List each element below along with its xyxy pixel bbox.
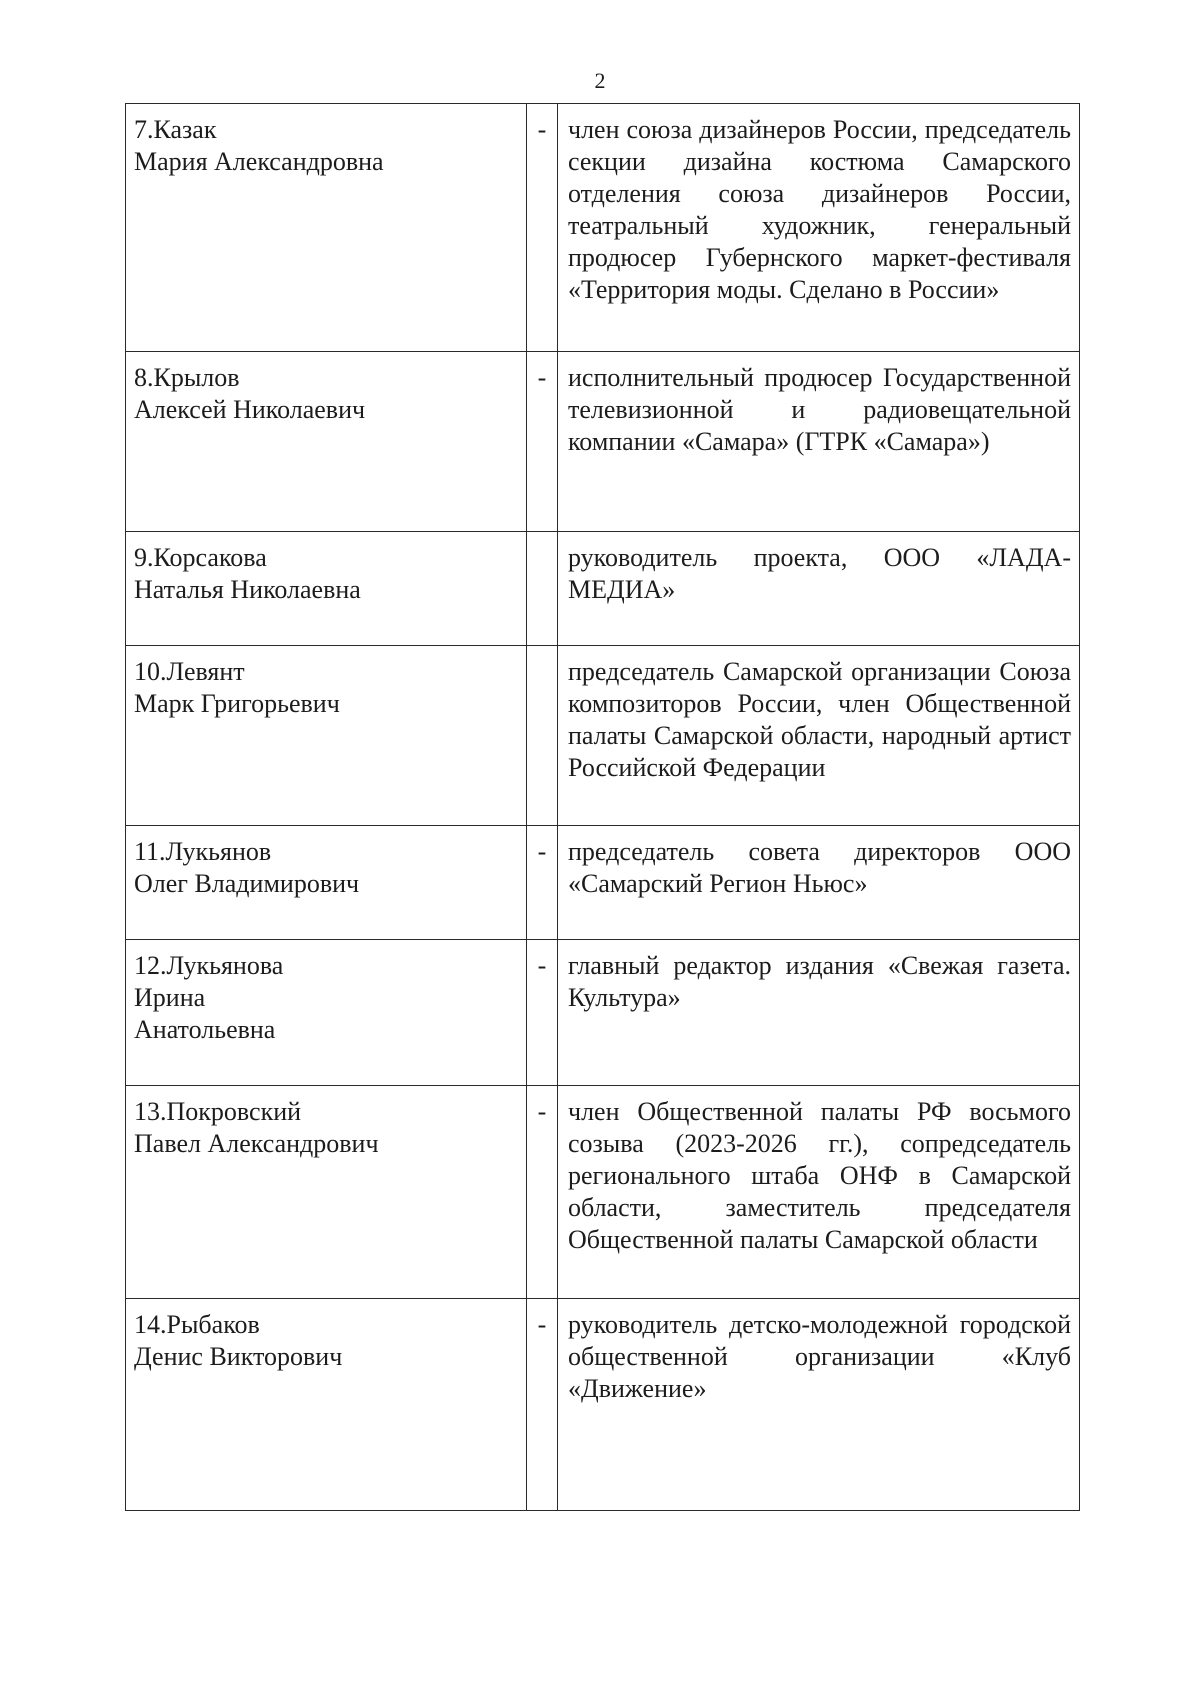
table-row [126, 826, 1080, 940]
dash-cell: - [527, 940, 558, 1086]
dash-cell: - [527, 1299, 558, 1511]
members-table [125, 103, 1080, 1511]
table-row [126, 352, 1080, 532]
member-given-names: Денис Викторович [134, 1342, 343, 1371]
member-description: главный редактор издания «Свежая газета. Культура» [558, 940, 1080, 1086]
member-given-names: Ирина [134, 983, 206, 1012]
dash-cell: - [527, 352, 558, 532]
member-description: член Общественной палаты РФ восьмого созыва (2023-2026 гг.), сопредседатель регионального штаба ОНФ в Самарской области, заместитель председателя Общественной палаты Самарской области [558, 1086, 1080, 1299]
table-row [126, 532, 1080, 646]
member-number-surname: 9.Корсакова [134, 543, 267, 572]
member-name-cell [126, 940, 527, 1086]
member-given-names: Олег Владимирович [134, 869, 360, 898]
dash-cell: - [527, 1086, 558, 1299]
page-number: 2 [594, 68, 606, 93]
dash-cell [527, 646, 558, 826]
member-patronymic: Анатольевна [134, 1015, 276, 1044]
member-number-surname: 13.Покровский [134, 1097, 302, 1126]
table-row [126, 1299, 1080, 1511]
member-given-names: Алексей Николаевич [134, 395, 366, 424]
dash-cell: - [527, 104, 558, 352]
member-description: руководитель проекта, ООО «ЛАДА-МЕДИА» [558, 532, 1080, 646]
member-number-surname: 12.Лукьянова [134, 951, 284, 980]
dash-cell [527, 532, 558, 646]
member-number-surname: 11.Лукьянов [134, 837, 272, 866]
member-given-names: Марк Григорьевич [134, 689, 340, 718]
member-name-cell [126, 826, 527, 940]
dash-cell: - [527, 826, 558, 940]
table-row [126, 104, 1080, 352]
member-name-cell [126, 1086, 527, 1299]
member-given-names: Павел Александрович [134, 1129, 379, 1158]
member-number-surname: 10.Левянт [134, 657, 245, 686]
member-name-cell [126, 532, 527, 646]
table-row [126, 1086, 1080, 1299]
member-name-cell [126, 104, 527, 352]
member-name-cell [126, 646, 527, 826]
member-description: исполнительный продюсер Государственной телевизионной и радиовещательной компании «Самара» (ГТРК «Самара») [558, 352, 1080, 532]
member-name-cell [126, 352, 527, 532]
member-description: председатель Самарской организации Союза композиторов России, член Общественной палаты Самарской области, народный артист Российской Федерации [558, 646, 1080, 826]
member-description: член союза дизайнеров России, председатель секции дизайна костюма Самарского отделения союза дизайнеров России, театральный художник, генеральный продюсер Губернского маркет-фестиваля «Территория моды. Сделано в России» [558, 104, 1080, 352]
member-number-surname: 7.Казак [134, 115, 217, 144]
member-description: председатель совета директоров ООО «Самарский Регион Ньюс» [558, 826, 1080, 940]
member-given-names: Мария Александровна [134, 147, 384, 176]
member-description: руководитель детско-молодежной городской общественной организации «Клуб «Движение» [558, 1299, 1080, 1511]
member-number-surname: 14.Рыбаков [134, 1310, 260, 1339]
member-number-surname: 8.Крылов [134, 363, 240, 392]
member-given-names: Наталья Николаевна [134, 575, 361, 604]
table-row [126, 646, 1080, 826]
member-name-cell [126, 1299, 527, 1511]
table-row [126, 940, 1080, 1086]
